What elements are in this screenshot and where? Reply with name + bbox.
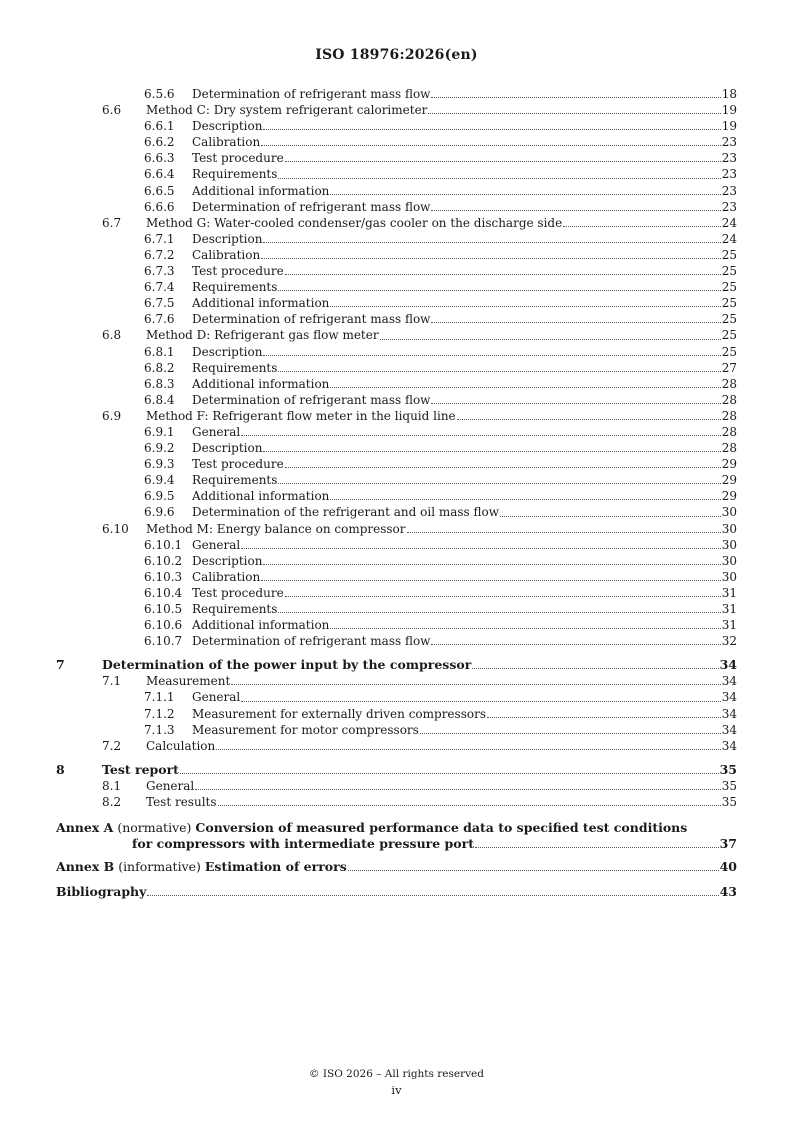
dot-leader [241, 701, 720, 702]
dot-leader [231, 684, 720, 685]
toc-entry[interactable] [56, 279, 737, 295]
toc-entry-title: General [146, 778, 195, 793]
toc-entry-title: Additional information [192, 376, 330, 391]
dot-leader [216, 749, 720, 750]
toc-entry-title: Calibration [192, 135, 261, 150]
toc-entry-number: 7.1.3 [144, 722, 175, 737]
annex-b-page: 40 [719, 859, 737, 875]
toc-entry-page: 29 [721, 489, 737, 504]
toc-entry-number: 6.9.2 [144, 441, 175, 456]
dot-leader [241, 548, 720, 549]
toc-entry[interactable] [56, 166, 737, 182]
toc-entry-title: Description [192, 344, 263, 359]
annex-b-title: Estimation of errors [204, 859, 347, 875]
toc-entry-title: Calculation [146, 738, 216, 753]
toc-entry[interactable] [56, 706, 737, 722]
toc-entry-number: 6.10.3 [144, 569, 183, 584]
toc-entry-title: Determination of refrigerant mass flow [192, 312, 431, 327]
dot-leader [285, 467, 721, 468]
toc-entry[interactable] [56, 673, 737, 689]
toc-entry-page: 19 [721, 119, 737, 134]
toc-entry-number: 6.7.1 [144, 231, 175, 246]
dot-leader [407, 532, 721, 533]
toc-entry-number: 6.8.3 [144, 376, 175, 391]
toc-entry[interactable] [56, 585, 737, 601]
dot-leader [263, 355, 720, 356]
dot-leader [380, 339, 721, 340]
toc-entry-page: 30 [721, 553, 737, 568]
toc-entry[interactable] [56, 794, 737, 810]
toc-entry-title: Description [192, 119, 263, 134]
toc-entry-title: Description [192, 553, 263, 568]
toc-entry-page: 28 [721, 408, 737, 423]
toc-entry-page: 30 [721, 537, 737, 552]
toc-entry[interactable] [56, 601, 737, 617]
table-of-contents [56, 86, 737, 900]
toc-entry[interactable] [56, 86, 737, 102]
document-header: ISO 18976:2026(en) [315, 47, 478, 63]
toc-entry[interactable] [56, 360, 737, 376]
page-number: iv [391, 1083, 402, 1097]
bibliography-title: Bibliography [56, 884, 147, 900]
toc-entry-title: General [192, 424, 241, 439]
toc-entry-number: 6.9.5 [144, 489, 175, 504]
toc-entry-page: 25 [721, 328, 737, 343]
toc-entry-number: 6.6 [102, 103, 122, 118]
toc-entry[interactable] [56, 689, 737, 705]
toc-entry-title: Additional information [192, 618, 330, 633]
toc-entry[interactable] [56, 376, 737, 392]
toc-entry-number: 6.7 [102, 215, 122, 230]
toc-entry-title: Test procedure [192, 264, 284, 279]
toc-entry-page: 34 [721, 690, 737, 705]
toc-entry-page: 30 [721, 569, 737, 584]
toc-entry-title: Test results [146, 795, 217, 810]
toc-entry-page: 24 [721, 231, 737, 246]
toc-entry[interactable] [56, 456, 737, 472]
toc-entry-page: 25 [721, 264, 737, 279]
toc-entry-page: 23 [721, 151, 737, 166]
dot-leader [263, 451, 720, 452]
toc-entry-title: Determination of refrigerant mass flow [192, 87, 431, 101]
toc-entry[interactable] [56, 569, 737, 585]
toc-entry[interactable] [56, 231, 737, 247]
dot-leader [261, 258, 721, 259]
toc-entry[interactable] [56, 392, 737, 408]
toc-entry-number: 6.6.3 [144, 151, 175, 166]
toc-entry-page: 34 [721, 706, 737, 721]
toc-entry-title: Determination of the power input by the compressor [102, 657, 472, 673]
toc-entry-page: 28 [721, 392, 737, 407]
toc-entry[interactable] [56, 738, 737, 754]
toc-entry-page: 19 [721, 103, 737, 118]
toc-entry-page: 34 [721, 738, 737, 753]
toc-entry-title: Determination of the refrigerant and oil mass flow [192, 505, 500, 520]
toc-entry-title: Method G: Water-cooled condenser/gas cooler on the discharge side [146, 215, 563, 230]
toc-entry[interactable] [56, 504, 737, 520]
dot-leader [195, 789, 720, 790]
toc-entry-title: Determination of refrigerant mass flow [192, 392, 431, 407]
toc-entry-page: 35 [721, 795, 737, 810]
toc-entry-page: 35 [719, 761, 737, 777]
toc-entry-page: 28 [721, 441, 737, 456]
toc-entry-page: 34 [719, 657, 737, 673]
toc-entry-page: 25 [721, 247, 737, 262]
toc-entry-number: 6.6.6 [144, 199, 175, 214]
annex-a-label: Annex A [56, 820, 114, 836]
dot-leader [285, 274, 721, 275]
toc-entry[interactable] [56, 183, 737, 199]
toc-entry-title: Determination of refrigerant mass flow [192, 634, 431, 649]
toc-entry-number: 6.7.2 [144, 247, 175, 262]
toc-entry-page: 34 [721, 722, 737, 737]
dot-leader [428, 113, 720, 114]
dot-leader [431, 644, 720, 645]
toc-entry[interactable] [56, 762, 737, 778]
dot-leader [278, 371, 720, 372]
toc-entry-title: Method M: Energy balance on compressor [146, 521, 406, 536]
toc-entry[interactable] [56, 472, 737, 488]
toc-entry-number: 6.7.3 [144, 264, 175, 279]
dot-leader [263, 564, 720, 565]
toc-entry-annex-b[interactable] [56, 859, 737, 875]
annex-a-type: (normative) [117, 820, 192, 836]
toc-entry-number: 6.9.1 [144, 424, 175, 439]
dot-leader [431, 210, 720, 211]
toc-entry-title: Measurement [146, 674, 231, 689]
dot-leader [147, 895, 718, 896]
dot-leader [330, 628, 720, 629]
dot-leader [261, 580, 721, 581]
toc-entry-page: 25 [721, 280, 737, 295]
toc-entry-page: 27 [721, 360, 737, 375]
dot-leader [278, 483, 720, 484]
dot-leader [278, 612, 720, 613]
toc-entry-number: 6.5.6 [144, 87, 175, 101]
annex-b-label: Annex B [56, 859, 115, 875]
toc-entry-title: General [192, 690, 241, 705]
dot-leader [261, 145, 721, 146]
toc-entry-page: 18 [721, 87, 737, 101]
dot-leader [431, 97, 720, 98]
bibliography-page: 43 [719, 884, 737, 900]
toc-entry[interactable] [56, 408, 737, 424]
toc-entry-title: Method F: Refrigerant flow meter in the liquid line [146, 408, 456, 423]
toc-entry-number: 6.9.4 [144, 473, 175, 488]
toc-entry[interactable] [56, 778, 737, 794]
toc-entry-number: 6.8.2 [144, 360, 175, 375]
toc-entry-page: 23 [721, 183, 737, 198]
toc-entry[interactable] [56, 134, 737, 150]
toc-entry-number: 6.10.4 [144, 585, 183, 600]
toc-entry-number: 7.1.2 [144, 706, 175, 721]
toc-entry[interactable] [56, 118, 737, 134]
annex-a-title-line2: for compressors with intermediate pressure port [132, 836, 474, 852]
dot-leader [475, 847, 719, 848]
toc-entry-title: Measurement for motor compressors [192, 722, 419, 737]
toc-entry-title: Additional information [192, 183, 330, 198]
toc-entry[interactable] [56, 617, 737, 633]
toc-entry[interactable] [56, 295, 737, 311]
toc-entry[interactable] [56, 263, 737, 279]
toc-entry-page: 23 [721, 135, 737, 150]
toc-entry-number: 6.10.5 [144, 602, 183, 616]
toc-entry[interactable] [56, 722, 737, 738]
toc-entry[interactable] [56, 344, 737, 360]
dot-leader [431, 403, 720, 404]
toc-entry[interactable] [56, 521, 737, 537]
toc-entry[interactable] [56, 247, 737, 263]
toc-entry-title: Test procedure [192, 457, 284, 472]
toc-entry-number: 6.10.6 [144, 618, 183, 633]
toc-entry-page: 30 [721, 521, 737, 536]
toc-entry-number: 6.8.1 [144, 344, 175, 359]
toc-entry-number: 7.2 [102, 738, 122, 753]
toc-entry-number: 6.10.7 [144, 634, 183, 649]
toc-entry-title: Additional information [192, 489, 330, 504]
toc-entry-title: Calibration [192, 569, 261, 584]
toc-entry[interactable] [56, 633, 737, 649]
toc-entry-page: 23 [721, 199, 737, 214]
dot-leader [348, 870, 719, 871]
toc-entry-title: Requirements [192, 280, 278, 295]
dot-leader [285, 161, 721, 162]
toc-entry-page: 34 [721, 674, 737, 689]
toc-entry-number: 6.7.5 [144, 296, 175, 311]
toc-entry[interactable] [56, 424, 737, 440]
toc-entry[interactable] [56, 150, 737, 166]
toc-entry-number: 6.8 [102, 328, 122, 343]
toc-entry-page: 35 [721, 778, 737, 793]
dot-leader [457, 419, 721, 420]
annex-b-type: (informative) [118, 859, 201, 875]
toc-entry-page: 25 [721, 296, 737, 311]
toc-entry[interactable] [56, 199, 737, 215]
copyright-notice: © ISO 2026 – All rights reserved [309, 1068, 484, 1080]
toc-entry[interactable] [56, 327, 737, 343]
toc-entry-title: Method D: Refrigerant gas flow meter [146, 328, 379, 343]
toc-entry-title: Description [192, 441, 263, 456]
toc-entry[interactable] [56, 537, 737, 553]
toc-entry-page: 29 [721, 457, 737, 472]
dot-leader [263, 242, 720, 243]
toc-entry-page: 25 [721, 312, 737, 327]
annex-a-page: 37 [719, 836, 737, 852]
dot-leader [330, 306, 720, 307]
toc-entry-number: 6.6.5 [144, 183, 175, 198]
page-footer [0, 1066, 793, 1098]
toc-entry-page: 32 [721, 634, 737, 649]
toc-entries [56, 86, 737, 810]
dot-leader [278, 290, 720, 291]
toc-entry[interactable] [56, 488, 737, 504]
toc-entry-page: 31 [721, 618, 737, 633]
toc-entry-annex-a[interactable] [56, 820, 737, 852]
dot-leader [263, 129, 720, 130]
toc-entry[interactable] [56, 553, 737, 569]
toc-entry[interactable] [56, 440, 737, 456]
dot-leader [420, 733, 721, 734]
dot-leader [431, 322, 720, 323]
toc-entry-page: 30 [721, 505, 737, 520]
toc-entry[interactable] [56, 215, 737, 231]
toc-entry-title: Test procedure [192, 585, 284, 600]
dot-leader [472, 668, 718, 669]
toc-entry-title: Test procedure [192, 151, 284, 166]
toc-entry-number: 6.6.2 [144, 135, 175, 150]
toc-entry-title: Requirements [192, 360, 278, 375]
toc-entry-number: 7 [56, 657, 65, 673]
dot-leader [330, 387, 720, 388]
toc-entry-page: 24 [721, 215, 737, 230]
toc-entry-page: 28 [721, 376, 737, 391]
toc-entry-title: Requirements [192, 473, 278, 488]
toc-entry-title: Additional information [192, 296, 330, 311]
dot-leader [330, 194, 720, 195]
dot-leader [330, 499, 720, 500]
toc-entry-number: 8 [56, 761, 65, 777]
toc-entry[interactable] [56, 657, 737, 673]
dot-leader [218, 805, 721, 806]
toc-entry-number: 6.10 [102, 521, 129, 536]
toc-entry[interactable] [56, 102, 737, 118]
toc-entry-title: Requirements [192, 602, 278, 616]
toc-entry-number: 6.9.6 [144, 505, 175, 520]
annex-a-title-line1: Conversion of measured performance data to specified test conditions [195, 820, 688, 836]
toc-entry-number: 6.7.4 [144, 280, 175, 295]
toc-entry-title: Description [192, 231, 263, 246]
dot-leader [285, 596, 721, 597]
toc-entry-page: 31 [721, 602, 737, 616]
toc-entry-page: 28 [721, 424, 737, 439]
dot-leader [487, 717, 721, 718]
toc-entry-number: 6.7.6 [144, 312, 175, 327]
toc-entry-title: Measurement for externally driven compressors [192, 706, 486, 721]
toc-entry-number: 6.10.2 [144, 553, 183, 568]
dot-leader [241, 435, 720, 436]
toc-entry-title: Test report [102, 761, 179, 777]
toc-entry-number: 6.6.4 [144, 167, 175, 182]
toc-entry-number: 6.6.1 [144, 119, 175, 134]
toc-entry[interactable] [56, 311, 737, 327]
toc-entry-bibliography[interactable] [56, 884, 737, 900]
toc-entry-page: 23 [721, 167, 737, 182]
dot-leader [500, 516, 721, 517]
toc-entry-number: 6.9 [102, 408, 122, 423]
toc-entry-number: 7.1 [102, 674, 122, 689]
toc-entry-number: 6.10.1 [144, 537, 183, 552]
toc-entry-title: General [192, 537, 241, 552]
toc-entry-page: 31 [721, 585, 737, 600]
toc-entry-title: Requirements [192, 167, 278, 182]
toc-entry-page: 29 [721, 473, 737, 488]
toc-entry-number: 8.1 [102, 778, 122, 793]
dot-leader [563, 226, 721, 227]
dot-leader [278, 178, 720, 179]
toc-entry-title: Determination of refrigerant mass flow [192, 199, 431, 214]
toc-entry-title: Method C: Dry system refrigerant calorimeter [146, 103, 428, 118]
dot-leader [180, 773, 719, 774]
toc-entry-number: 7.1.1 [144, 690, 175, 705]
toc-entry-number: 8.2 [102, 795, 122, 810]
toc-entry-title: Calibration [192, 247, 261, 262]
toc-entry-number: 6.8.4 [144, 392, 175, 407]
toc-entry-page: 25 [721, 344, 737, 359]
toc-entry-number: 6.9.3 [144, 457, 175, 472]
